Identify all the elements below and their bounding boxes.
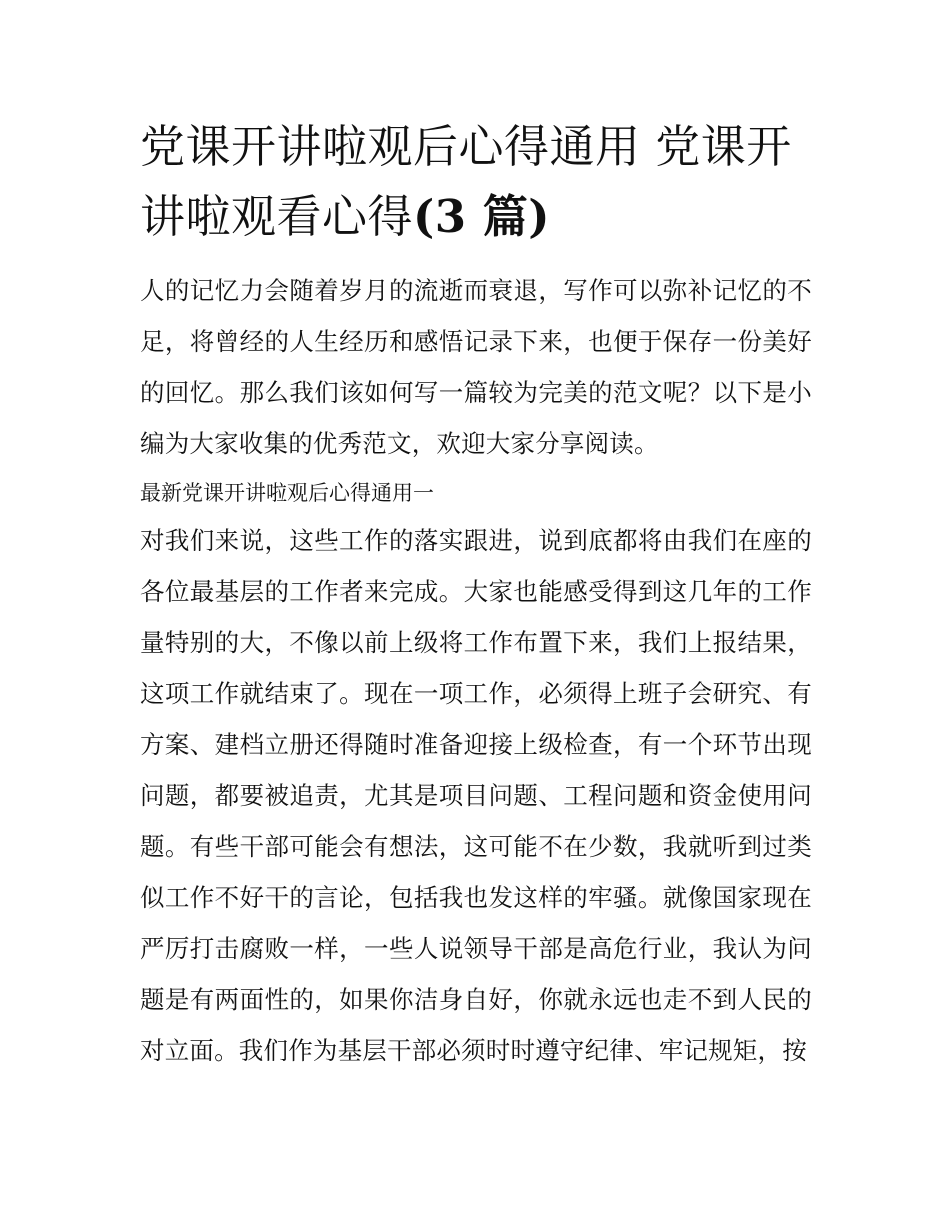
document-title	[140, 112, 820, 252]
document-title-count: (3 篇)	[413, 190, 551, 243]
document-title-main: 党课开讲啦观后心得通用 党课开讲啦观看心得	[140, 120, 792, 243]
document-page	[140, 112, 812, 1076]
intro-paragraph: 人的记忆力会随着岁月的流逝而衰退，写作可以弥补记忆的不足，将曾经的人生经历和感悟记录下来，也便于保存一份美好的回忆。那么我们该如何写一篇较为完美的范文呢？以下是小编为大家收集的优秀范文，欢迎大家分享阅读。	[140, 276, 812, 458]
body-paragraph: 对我们来说，这些工作的落实跟进，说到底都将由我们在座的各位最基层的工作者来完成。大家也能感受得到这几年的工作量特别的大，不像以前上级将工作布置下来，我们上报结果，这项工作就结束了。现在一项工作，必须得上班子会研究、有方案、建档立册还得随时准备迎接上级检查，有一个环节出现问题，都要被追责，尤其是项目问题、工程问题和资金使用问题。有些干部可能会有想法，这可能不在少数，我就听到过类似工作不好干的言论，包括我也发这样的牢骚。就像国家现在严厉打击腐败一样，一些人说领导干部是高危行业，我认为问题是有两面性的，如果你洁身自好，你就永远也走不到人民的对立面。我们作为基层干部必须时时遵守纪律、牢记规矩，按	[140, 526, 812, 1065]
section-heading: 最新党课开讲啦观后心得通用一	[140, 481, 434, 505]
